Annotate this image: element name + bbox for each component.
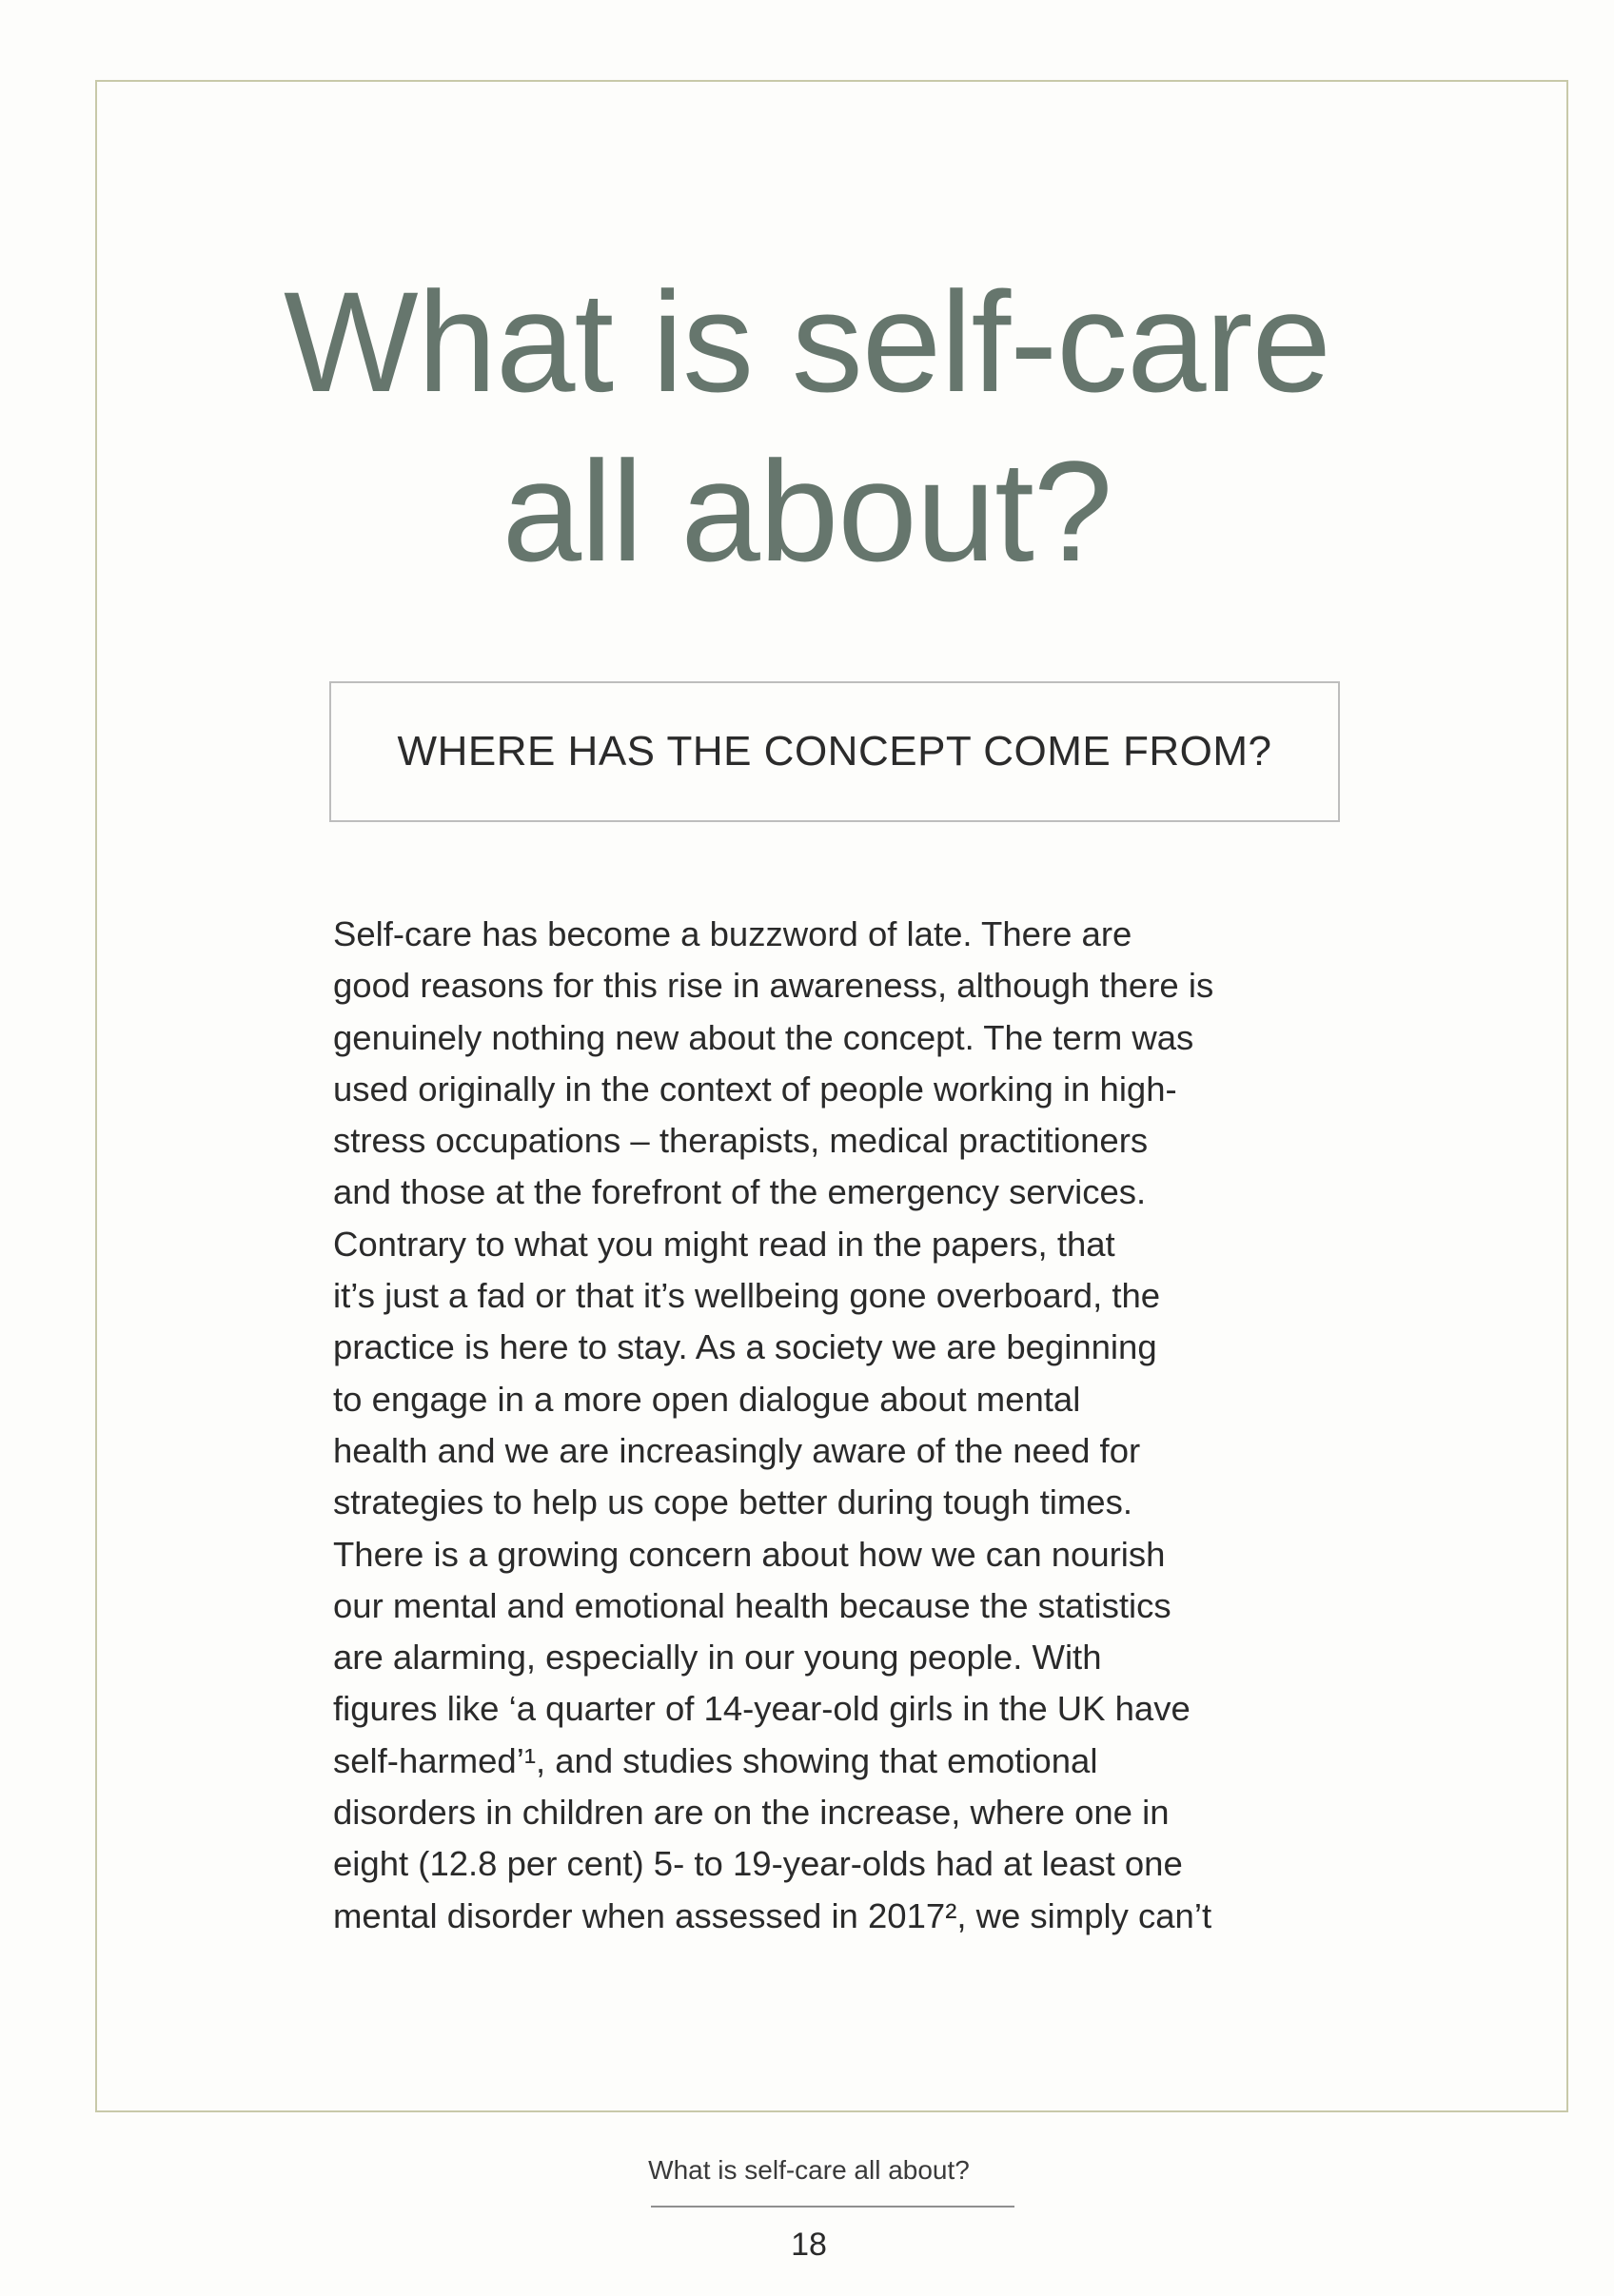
- body-line: Self-care has become a buzzword of late. There are: [333, 914, 1132, 953]
- body-line: health and we are increasingly aware of the need for: [333, 1430, 1141, 1470]
- body-line: figures like ‘a quarter of 14-year-old girls in the UK have: [333, 1689, 1191, 1729]
- body-line: practice is here to stay. As a society we are beginning: [333, 1327, 1157, 1367]
- body-text: [333, 909, 1370, 1942]
- page-title: [0, 257, 1614, 596]
- body-line: There is a growing concern about how we can nourish: [333, 1534, 1166, 1574]
- body-line: our mental and emotional health because the statistics: [333, 1585, 1171, 1625]
- body-line: stress occupations – therapists, medical practitioners: [333, 1121, 1149, 1161]
- body-line: eight (12.8 per cent) 5- to 19-year-olds had at least one: [333, 1844, 1183, 1884]
- body-line: are alarming, especially in our young people. With: [333, 1638, 1102, 1678]
- section-heading-box: [329, 681, 1340, 822]
- body-line: self-harmed’¹, and studies showing that emotional: [333, 1740, 1098, 1780]
- title-line: What is self-care: [284, 262, 1330, 422]
- running-title: What is self-care all about?: [648, 2155, 970, 2185]
- body-line: mental disorder when assessed in 2017², we simply can’t: [333, 1895, 1212, 1935]
- footer-rule: [651, 2206, 1014, 2208]
- body-line: Contrary to what you might read in the papers, that: [333, 1224, 1115, 1264]
- body-line: strategies to help us cope better during tough times.: [333, 1482, 1132, 1522]
- section-heading: WHERE HAS THE CONCEPT COME FROM?: [397, 728, 1272, 775]
- body-line: good reasons for this rise in awareness, although there is: [333, 966, 1214, 1006]
- body-line: to engage in a more open dialogue about mental: [333, 1379, 1081, 1419]
- body-line: and those at the forefront of the emergency services.: [333, 1172, 1147, 1212]
- body-line: genuinely nothing new about the concept. The term was: [333, 1017, 1194, 1057]
- body-line: it’s just a fad or that it’s wellbeing gone overboard, the: [333, 1276, 1161, 1316]
- body-line: used originally in the context of people working in high-: [333, 1069, 1177, 1109]
- page-number: 18: [791, 2227, 827, 2263]
- body-line: disorders in children are on the increase, where one in: [333, 1793, 1170, 1833]
- title-line: all about?: [502, 431, 1112, 591]
